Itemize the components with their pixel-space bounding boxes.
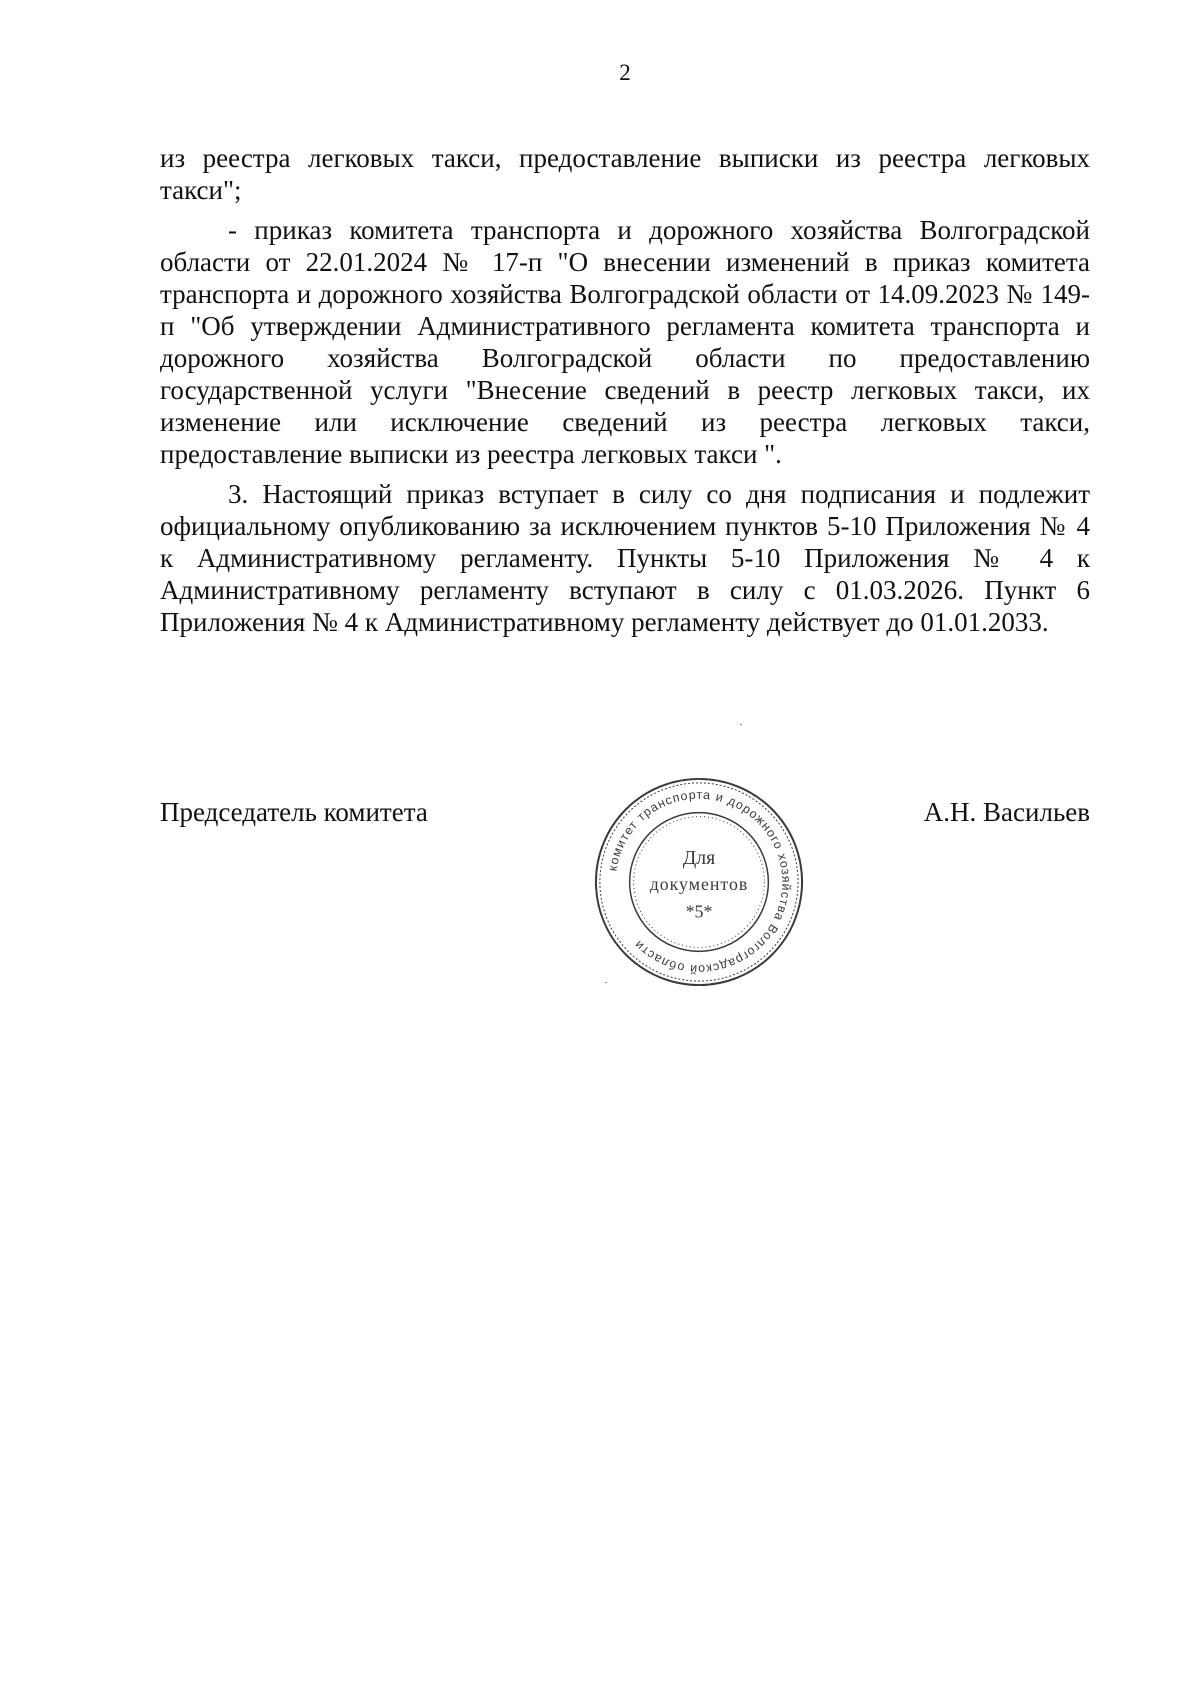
seal-center-line-3: *5* xyxy=(685,901,713,922)
signatory-title: Председатель комитета xyxy=(160,797,428,827)
signatory-name: А.Н. Васильев xyxy=(923,797,1090,827)
page-number: 2 xyxy=(619,60,631,85)
paragraph-continuation: из реестра легковых такси, предоставление выписки из реестра легковых такси"; xyxy=(160,143,1090,205)
document-body xyxy=(160,142,1090,646)
seal-ring-text: комитет транспорта и дорожного хозяйства Волгоградской области xyxy=(605,787,794,977)
seal-center-line-1: Для xyxy=(682,847,716,870)
seal-graphic xyxy=(590,772,808,992)
official-seal xyxy=(590,772,808,992)
seal-center-line-2: документов xyxy=(649,873,749,894)
paragraph-effective-date: 3. Настоящий приказ вступает в силу со дня подписания и подлежит официальному опубликованию за исключением пунктов 5-10 Приложения № 4 к Административному регламенту. Пункты 5-10 Приложения № 4 к Административному регламенту вступают в силу с 01.03.2026. Пункт 6 Приложения № 4 к Административному регламенту действует до 01.01.2033. xyxy=(160,479,1090,637)
paragraph-order-reference: - приказ комитета транспорта и дорожного хозяйства Волгоградской области от 22.01.2024 № 17-п "О внесении изменений в приказ комитета транспорта и дорожного хозяйства Волгоградской области от 14.09.2023 № 149-п "Об утверждении Административного регламента комитета транспорта и дорожного хозяйства Волгоградской области по предоставлению государственной услуги "Внесение сведений в реестр легковых такси, их изменение или исключение сведений из реестра легковых такси, предоставление выписки из реестра легковых такси ". xyxy=(160,215,1090,469)
scan-artifact xyxy=(740,724,742,725)
scan-artifact xyxy=(605,982,607,983)
